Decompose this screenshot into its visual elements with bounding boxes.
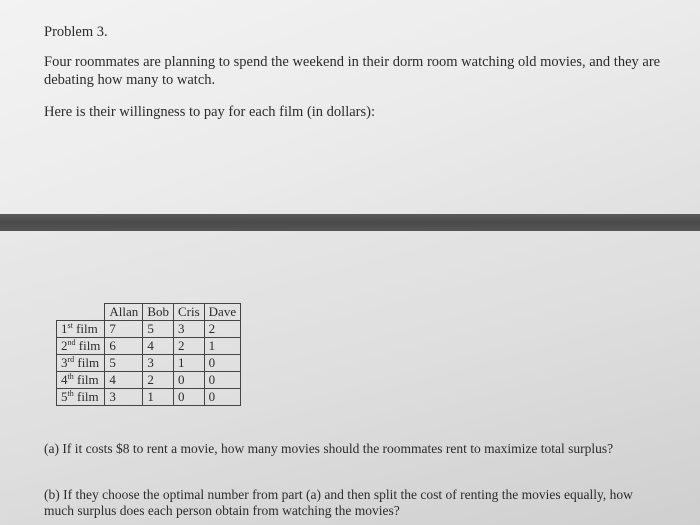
- row-label: 4th film: [57, 372, 105, 389]
- table-row: [57, 338, 241, 355]
- row-label: 5th film: [57, 389, 105, 406]
- question-b: (b) If they choose the optimal number from part (a) and then split the cost of renting the movies equally, how much surplus does each person obtain from watching the movies?: [44, 487, 633, 518]
- row-label: 1st film: [57, 321, 105, 338]
- table-row: [57, 389, 241, 406]
- problem-intro: Four roommates are planning to spend the weekend in their dorm room watching old movies, and they are debating how many to watch.: [44, 54, 661, 88]
- page-divider: [0, 214, 700, 231]
- table-cell: 0: [173, 372, 204, 389]
- column-header-bob: Bob: [143, 304, 174, 321]
- table-row: [57, 321, 241, 338]
- table-corner-cell: [57, 304, 105, 321]
- table-cell: 0: [204, 389, 240, 406]
- table-cell: 2: [173, 338, 204, 355]
- table-header-row: [57, 304, 241, 321]
- willingness-to-pay-table: [56, 303, 241, 406]
- table-row: [57, 372, 241, 389]
- table-cell: 3: [143, 355, 174, 372]
- table-cell: 1: [143, 389, 174, 406]
- table-cell: 2: [143, 372, 174, 389]
- question-a: (a) If it costs $8 to rent a movie, how many movies should the roommates rent to maximize total surplus?: [44, 441, 614, 456]
- table-cell: 7: [105, 321, 143, 338]
- row-label: 2nd film: [57, 338, 105, 355]
- column-header-dave: Dave: [204, 304, 240, 321]
- table-cell: 6: [105, 338, 143, 355]
- table-row: [57, 355, 241, 372]
- problem-title: Problem 3.: [44, 24, 108, 40]
- table-cell: 1: [173, 355, 204, 372]
- table-cell: 4: [105, 372, 143, 389]
- table-cell: 4: [143, 338, 174, 355]
- wtp-description: Here is their willingness to pay for each film (in dollars):: [44, 104, 375, 120]
- column-header-cris: Cris: [173, 304, 204, 321]
- table-cell: 2: [204, 321, 240, 338]
- table-cell: 0: [173, 389, 204, 406]
- table-cell: 0: [204, 372, 240, 389]
- table-cell: 3: [173, 321, 204, 338]
- table-cell: 1: [204, 338, 240, 355]
- table-cell: 5: [105, 355, 143, 372]
- table-cell: 0: [204, 355, 240, 372]
- table-cell: 5: [143, 321, 174, 338]
- table-cell: 3: [105, 389, 143, 406]
- row-label: 3rd film: [57, 355, 105, 372]
- column-header-allan: Allan: [105, 304, 143, 321]
